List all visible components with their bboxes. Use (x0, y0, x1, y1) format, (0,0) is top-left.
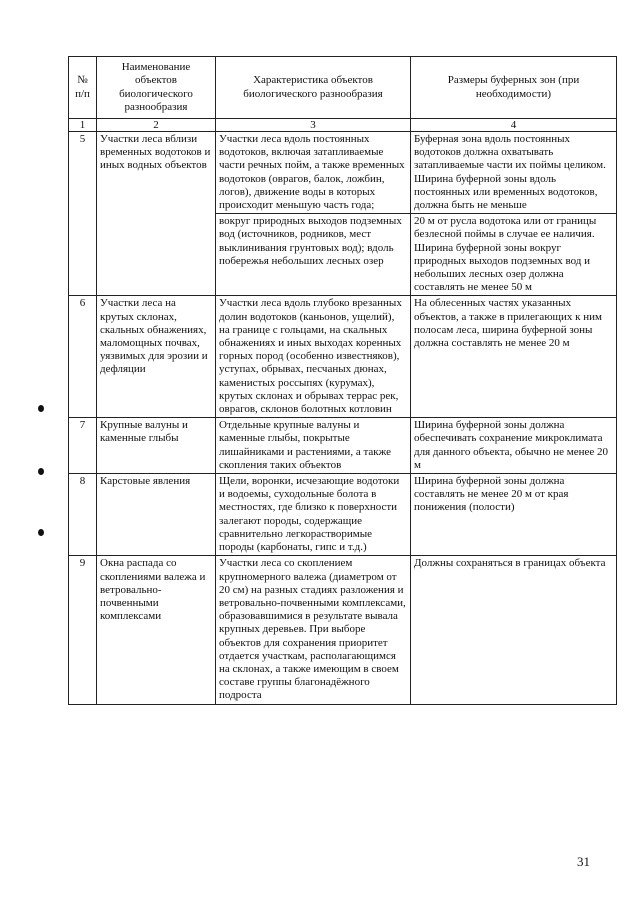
object-name: Окна распада со скоплениями валежа и ветровально-почвенными комплексами (97, 556, 216, 704)
page-number: 31 (577, 854, 590, 869)
buffer-size: Ширина буферной зоны должна составлять не менее 20 м от края понижения (полости) (411, 474, 617, 556)
header-buffer-size: Размеры буферных зон (при необходимости) (411, 57, 617, 119)
object-characteristics: Участки леса со скоплением крупномерного валежа (диаметром от 20 см) на разных стадиях разложения и ветровально-почвенными комплексами, образовавшимися в результате вывала крупных деревьев. При выборе объектов для сохранения приоритет отдается участкам, располагающимся на склонах, а также имеющим в своем составе группы благонадёжного подроста (216, 556, 411, 704)
row-number: 9 (69, 556, 97, 704)
buffer-size: Буферная зона вдоль постоянных водотоков должна охватывать затапливаемые части их поймы целиком. Ширина буферной зоны вдоль постоянных или временных водотоков, должна быть не меньше (411, 132, 617, 214)
header-row (69, 57, 617, 119)
table-row (69, 418, 617, 474)
row-number: 8 (69, 474, 97, 556)
buffer-size: На облесенных частях указанных объектов, а также в прилегающих к ним полосам леса, ширина буферной зоны должна составлять не менее 20 м (411, 296, 617, 418)
object-characteristics: вокруг природных выходов подземных вод (источников, родников, мест выклинивания грунтовых вод); вдоль побережья небольших лесных озер (216, 214, 411, 296)
row-number: 6 (69, 296, 97, 418)
column-number: 4 (411, 119, 617, 132)
scan-dot-1 (38, 405, 44, 412)
column-numbers-row (69, 119, 617, 132)
table-row (69, 132, 617, 214)
row-number: 7 (69, 418, 97, 474)
table-row (69, 556, 617, 704)
header-object-name: Наименование объектов биологического разнообразия (97, 57, 216, 119)
column-number: 3 (216, 119, 411, 132)
table-row (69, 296, 617, 418)
table-row (69, 474, 617, 556)
header-characteristics: Характеристика объектов биологического разнообразия (216, 57, 411, 119)
biodiversity-table (68, 56, 617, 705)
scan-dot-2 (38, 468, 44, 475)
header-number: № п/п (69, 57, 97, 119)
object-characteristics: Щели, воронки, исчезающие водотоки и водоемы, суходольные болота в местностях, где близко к поверхности залегают породы, содержащие сравнительно легкорастворимые породы (карбонаты, гипс и т.д.) (216, 474, 411, 556)
column-number: 1 (69, 119, 97, 132)
row-number: 5 (69, 132, 97, 296)
buffer-size: Должны сохраняться в границах объекта (411, 556, 617, 704)
object-name: Участки леса вблизи временных водотоков и иных водных объектов (97, 132, 216, 296)
buffer-size: 20 м от русла водотока или от границы безлесной поймы в случае ее наличия. Ширина буферной зоны вокруг природных выходов подземных вод и небольших лесных озер должна составлять не менее 50 м (411, 214, 617, 296)
object-characteristics: Отдельные крупные валуны и каменные глыбы, покрытые лишайниками и растениями, а также скопления таких объектов (216, 418, 411, 474)
buffer-size: Ширина буферной зоны должна обеспечивать сохранение микроклимата для данного объекта, обычно не менее 20 м (411, 418, 617, 474)
object-name: Крупные валуны и каменные глыбы (97, 418, 216, 474)
scan-dot-3 (38, 529, 44, 536)
column-number: 2 (97, 119, 216, 132)
object-characteristics: Участки леса вдоль постоянных водотоков, включая затапливаемые части речных пойм, а также временных водотоков (оврагов, балок, ложбин, логов), движение воды в которых происходит меньшую часть года; (216, 132, 411, 214)
object-characteristics: Участки леса вдоль глубоко врезанных долин водотоков (каньонов, ущелий), на границе с гольцами, на скальных обнажениях и иных выходах коренных горных пород (особенно известняков), уступах, обрывах, песчаных дюнах, каменистых россыпях (курумах), крутых склонах и обрывах террас рек, оврагов, склонов болотных котловин (216, 296, 411, 418)
object-name: Участки леса на крутых склонах, скальных обнажениях, маломощных почвах, уязвимых для эрозии и дефляции (97, 296, 216, 418)
object-name: Карстовые явления (97, 474, 216, 556)
